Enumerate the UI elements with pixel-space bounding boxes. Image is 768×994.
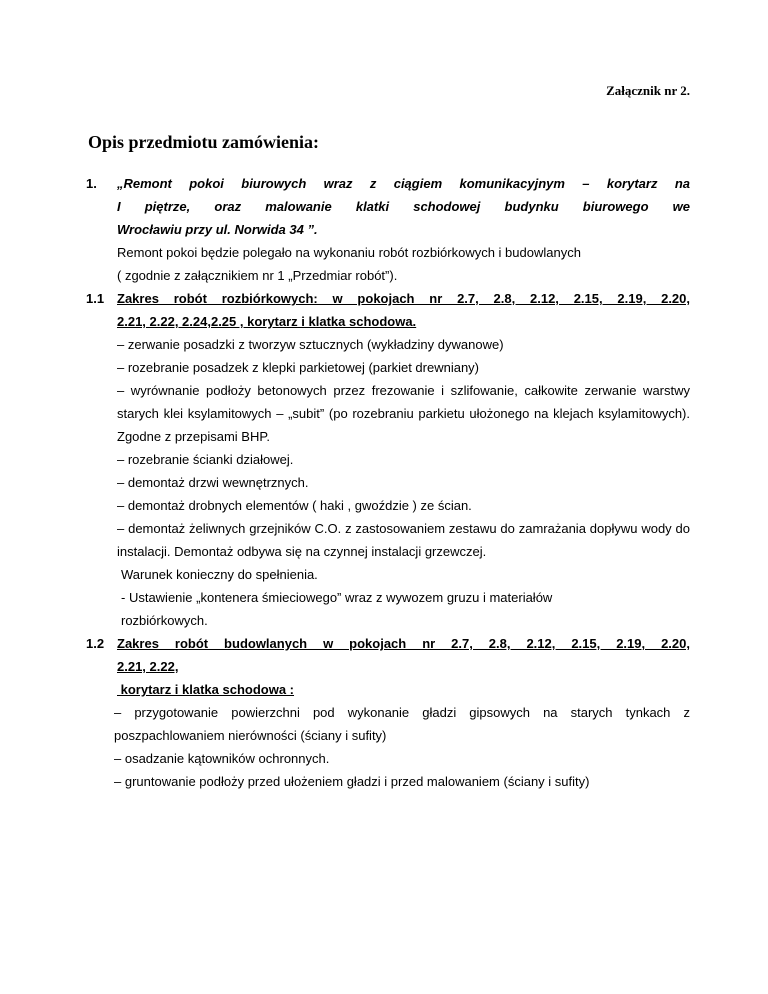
list-item: – demontaż żeliwnych grzejników C.O. z zastosowaniem zestawu do zamrażania dopływu wody do instalacji. Demontaż odbywa się na czynnej instalacji grzewczej. [117,521,690,559]
section-1-2-number: 1.2 [86,636,105,651]
section-1-number: 1. [86,176,97,191]
section-1-heading-line1: „Remont pokoi biurowych wraz z ciągiem komunikacyjnym – korytarz na [117,176,690,191]
document-title: Opis przedmiotu zamówienia: [88,132,319,152]
condition-label: Warunek konieczny do spełnienia. [121,567,318,582]
section-1-2-heading-line3: korytarz i klatka schodowa : [117,682,295,697]
list-item: – gruntowanie podłoży przed ułożeniem gładzi i przed malowaniem (ściany i sufity) [114,774,590,789]
list-item: – rozebranie posadzek z klepki parkietowej (parkiet drewniany) [117,360,480,375]
list-item: – osadzanie kątowników ochronnych. [114,751,330,766]
document-body [86,172,690,793]
list-item: – rozebranie ścianki działowej. [117,452,294,467]
section-1-1 [86,287,690,632]
section-1-2-items [86,701,690,793]
list-item: – zerwanie posadzki z tworzyw sztucznych (wykładziny dywanowe) [117,337,504,352]
section-1-paragraph: ( zgodnie z załącznikiem nr 1 „Przedmiar robót”). [117,268,398,283]
section-1-paragraph: Remont pokoi będzie polegało na wykonaniu robót rozbiórkowych i budowlanych [117,245,581,260]
section-1-heading-line3: Wrocławiu przy ul. Norwida 34 ”. [117,222,318,237]
annex-label: Załącznik nr 2. [606,83,690,98]
condition-item: - Ustawienie „kontenera śmieciowego” wraz z wywozem gruzu i materiałów rozbiórkowych. [121,590,553,628]
list-item: – demontaż drobnych elementów ( haki , gwoździe ) ze ścian. [117,498,472,513]
list-item: – demontaż drzwi wewnętrznych. [117,475,309,490]
section-1-2-heading-line2: 2.21, 2.22, [117,659,179,674]
section-1-1-heading-line2: 2.21, 2.22, 2.24,2.25 , korytarz i klatka schodowa. [117,314,417,329]
section-1-2-heading-line1: Zakres robót budowlanych w pokojach nr 2.7, 2.8, 2.12, 2.15, 2.19, 2.20, [117,636,690,651]
section-1-1-number: 1.1 [86,291,105,306]
section-1 [86,172,690,287]
list-item: – wyrównanie podłoży betonowych przez frezowanie i szlifowanie, całkowite zerwanie warstwy starych klei ksylamitowych – „subit” (po rozebraniu parkietu ułożonego na klejach ksylamitowych). Zgodne z przepisami BHP. [117,383,690,444]
section-1-1-heading-line1: Zakres robót rozbiórkowych: w pokojach nr 2.7, 2.8, 2.12, 2.15, 2.19, 2.20, [117,291,690,306]
section-1-heading-line2: I piętrze, oraz malowanie klatki schodowej budynku biurowego we [117,199,690,214]
section-1-2 [86,632,690,701]
list-item: – przygotowanie powierzchni pod wykonanie gładzi gipsowych na starych tynkach z poszpachlowaniem nierówności (ściany i sufity) [114,705,690,743]
